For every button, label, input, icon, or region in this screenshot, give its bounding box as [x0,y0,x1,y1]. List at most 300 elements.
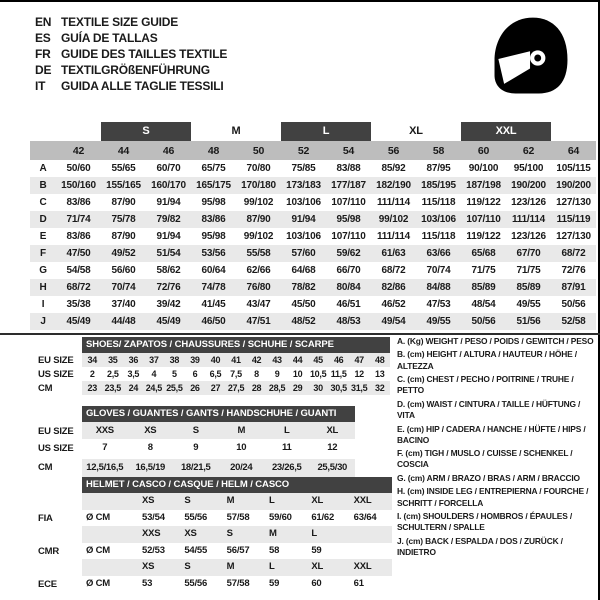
helmet-size-cell: S [184,561,191,572]
empty-cell [82,493,138,510]
measurement-cell: 85/89 [516,282,541,293]
measurement-cell: 35/38 [66,299,91,310]
measurement-row-j [30,313,596,330]
lang-code: DE [35,63,52,77]
measurement-cell: 190/200 [511,180,546,191]
size-group-l: L [281,122,371,141]
measurement-cell: 95/98 [201,231,226,242]
measurement-cell: 47/50 [66,248,91,259]
measurement-cell: 51/54 [156,248,181,259]
measurement-cell: 72/76 [561,265,586,276]
size-number-cell: 52 [297,144,310,157]
measurement-cell: 47/53 [426,299,451,310]
gloves-cell: 20/24 [230,462,253,473]
shoes-cell: 28 [251,383,262,393]
measurement-cell: 105/115 [556,163,591,174]
lang-row-es [35,30,227,46]
helmet-size-cell: XL [311,495,324,506]
row-letter: F [40,248,46,259]
shoes-cell: 4 [151,369,157,379]
shoes-cell: 3,5 [127,369,140,379]
measurement-cell: 70/74 [111,282,136,293]
measurement-cell: 78/82 [291,282,316,293]
measurement-cell: 99/102 [243,197,274,208]
measurement-cell: 49/55 [516,299,541,310]
shoes-eu-size-label: EU SIZE [38,355,74,366]
shoes-cell: 45 [313,355,323,365]
measurement-cell: 127/130 [556,197,591,208]
measurement-cell: 48/54 [471,299,496,310]
lang-label: TEXTILE SIZE GUIDE [61,15,179,29]
row-letter: B [39,180,47,191]
helmet-value-cell: 59 [268,577,280,589]
measurement-cell: 187/198 [466,180,501,191]
measurement-cell: 45/49 [66,316,91,327]
row-letter: J [40,316,46,327]
helmet-value-cell: 63/64 [353,511,377,523]
lang-code: EN [35,15,52,29]
measurement-cell: 70/80 [246,163,271,174]
empty-cell [82,526,138,543]
lang-row-de [35,62,227,78]
shoes-cell: 43 [272,355,282,365]
measurement-cell: 119/122 [466,231,501,242]
shoes-table [82,353,390,395]
measurement-cell: 62/66 [246,265,271,276]
measurement-cell: 68/72 [66,282,91,293]
measurement-cell: 115/118 [421,231,456,242]
measurement-cell: 85/89 [471,282,496,293]
measurement-cell: 47/51 [246,316,271,327]
measurement-cell: 87/90 [246,214,271,225]
size-number-cell: 62 [522,144,535,157]
measurement-cell: 49/55 [426,316,451,327]
helmet-size-cell: XL [311,561,324,572]
helmet-size-row-cmr [82,526,392,543]
lang-code: IT [35,79,46,93]
helmet-value-cell: 56/57 [226,544,250,556]
shoes-cell: 6 [192,369,198,379]
shoes-section-title: SHOES/ ZAPATOS / CHAUSSURES / SCHUHE / SCARPE [82,337,390,353]
row-letter: E [39,231,47,242]
measurement-cell: 79/82 [156,214,181,225]
measurement-cell: 84/88 [426,282,451,293]
measurement-cell: 95/98 [201,197,226,208]
size-group-s: S [101,122,191,141]
measurement-cell: 57/60 [291,248,316,259]
measurement-cell: 52/58 [561,316,586,327]
helmet-value-cell: 52/53 [142,544,165,556]
measurement-cell: 177/187 [331,180,366,191]
size-number-cell: 44 [117,144,130,157]
helmet-size-row-ece [82,559,392,576]
lang-row-en [35,14,227,30]
measurement-cell: 44/48 [111,316,136,327]
helmet-value-cell: 61 [353,577,364,589]
shoes-cell: 41 [231,355,241,365]
measurement-cell: 65/68 [471,248,496,259]
measurement-cell: 68/72 [381,265,406,276]
measurement-cell: 123/126 [511,197,546,208]
section-divider [0,333,600,335]
lang-code: ES [35,31,51,45]
helmet-size-cell: M [268,528,277,539]
measurement-cell: 91/94 [156,231,181,242]
gloves-cell: 10 [236,442,247,453]
helmet-table [82,493,392,592]
shoes-cell: 47 [354,355,364,365]
measurement-cell: 55/58 [246,248,271,259]
shoes-cell: 36 [128,355,139,365]
helmet-value-cell: 55/56 [184,511,208,523]
measurement-cell: 111/114 [376,231,411,242]
helmet-size-cell: L [268,561,275,572]
shoes-cell: 6,5 [209,369,222,379]
gloves-cell: 9 [193,442,199,453]
measurement-cell: 160/170 [151,180,186,191]
measurement-row-h [30,279,596,296]
lang-code: FR [35,47,51,61]
measurement-cell: 87/90 [111,197,136,208]
helmet-value-cell: 57/58 [226,511,250,523]
gloves-cell: 11 [282,442,292,453]
helmet-size-cell: S [184,495,191,506]
helmet-size-cell: L [268,495,275,506]
legend-item: F. (cm) TIGH / MUSLO / CUISSE / SCHENKEL / COSCIA [397,448,573,470]
measurement-cell: 85/92 [381,163,406,174]
measurement-cell: 43/47 [246,299,271,310]
measurement-cell: 107/110 [331,231,366,242]
measurement-cell: 75/78 [111,214,136,225]
shoes-row-eu [82,353,390,367]
measurement-cell: 71/74 [66,214,91,225]
size-number-cell: 42 [72,144,85,157]
gloves-cell: 18/21,5 [180,462,211,473]
shoes-cell: 23 [87,383,97,393]
measurement-cell: 182/190 [376,180,411,191]
measurement-cell: 71/75 [516,265,541,276]
racing-helmet-icon [483,10,579,106]
measurement-cell: 95/98 [336,214,361,225]
size-number-cell: 48 [207,144,220,157]
helmet-size-cell: XXL [353,495,372,506]
measurement-cell: 49/54 [381,316,406,327]
measurement-cell: 46/50 [201,316,226,327]
size-number-cell: 64 [567,144,580,157]
gloves-us-size-label: US SIZE [38,443,74,454]
measurement-cell: 155/165 [106,180,141,191]
shoes-cell: 48 [375,355,385,365]
measurement-cell: 53/56 [201,248,226,259]
measurement-cell: 87/90 [111,231,136,242]
measurement-cell: 54/58 [66,265,91,276]
gloves-cell: 12,5/16,5 [86,462,124,473]
gloves-cell: 16,5/19 [135,462,166,473]
gloves-cell: XS [144,425,157,436]
measurement-row-b [30,177,596,194]
legend-item: G. (cm) ARM / BRAZO / BRAS / ARM / BRACCIO [397,472,580,483]
shoes-cell: 24,5 [145,383,163,393]
measurement-cell: 103/106 [421,214,456,225]
shoes-cell: 42 [251,355,262,365]
legend-item: C. (cm) CHEST / PECHO / POITRINE / TRUHE / PETTO [397,374,574,396]
helmet-value-row-fia [82,510,392,527]
shoes-cell: 9 [274,369,280,379]
shoes-cell: 30 [313,383,323,393]
shoes-cell: 34 [87,355,97,365]
helmet-size-cell: XS [142,495,155,506]
measurement-cell: 115/119 [556,214,591,225]
shoes-us-size-label: US SIZE [38,369,74,380]
shoes-cell: 12 [354,369,364,379]
measurement-cell: 64/68 [291,265,316,276]
gloves-cell: XL [326,425,339,436]
shoes-cell: 13 [375,369,385,379]
helmet-fia-label: FIA [38,513,53,524]
legend-item: E. (cm) HIP / CADERA / HANCHE / HÜFTE / HIPS / BACINO [397,423,586,445]
measurement-cell: 83/86 [201,214,226,225]
shoes-cell: 46 [333,355,344,365]
lang-row-fr [35,46,227,62]
measurement-cell: 50/56 [471,316,496,327]
gloves-cell: 12 [327,442,338,453]
measurement-cell: 51/56 [516,316,541,327]
helmet-value-cell: 60 [311,577,322,589]
size-number-cell: 58 [432,144,445,157]
measurement-cell: 45/50 [291,299,316,310]
helmet-size-cell: M [226,495,235,506]
helmet-section-title: HELMET / CASCO / CASQUE / HELM / CASCO [82,477,392,493]
shoes-row-cm [82,381,390,395]
size-group-m: M [231,125,241,137]
size-number-cell: 56 [387,144,400,157]
helmet-value-cell: 54/55 [184,544,208,556]
measurement-cell: 75/85 [291,163,316,174]
gloves-row-cm [82,459,355,477]
shoes-cell: 40 [210,355,221,365]
gloves-section-title: GLOVES / GUANTES / GANTS / HANDSCHUHE / GUANTI [82,406,355,422]
shoes-cell: 37 [149,355,159,365]
measurement-cell: 45/49 [156,316,181,327]
measurement-cell: 61/63 [381,248,406,259]
gloves-cell: 8 [147,442,153,453]
measurement-cell: 83/86 [66,231,91,242]
helmet-size-cell: XS [142,561,155,572]
size-number-cell: 54 [342,144,355,157]
empty-cell [82,559,138,576]
diameter-unit-label: Ø CM [86,577,111,589]
measurement-row-f [30,245,596,262]
helmet-size-cell: XXL [353,561,372,572]
diameter-unit-label: Ø CM [86,544,111,556]
shoes-cell: 10,5 [309,369,327,379]
measurement-cell: 65/75 [201,163,226,174]
shoes-cell: 24 [128,383,139,393]
diameter-unit-label: Ø CM [86,511,111,523]
shoes-cell: 29 [292,383,303,393]
gloves-cell: 23/26,5 [271,462,302,473]
shoes-cell: 32 [375,383,385,393]
measurement-cell: 67/70 [516,248,541,259]
row-letter: C [39,197,47,208]
measurement-cell: 60/70 [156,163,181,174]
size-group-xxl: XXL [461,122,551,141]
gloves-cell: M [237,425,246,436]
helmet-size-cell: XXS [142,528,161,539]
measurement-row-e [30,228,596,245]
shoes-cell: 38 [169,355,180,365]
legend-item: A. (Kg) WEIGHT / PESO / POIDS / GEWITCH / PESO [397,336,594,346]
shoes-cell: 27 [210,383,221,393]
size-group-xl: XL [409,125,423,137]
measurement-cell: 49/52 [111,248,136,259]
helmet-value-cell: 53/54 [142,511,165,523]
shoes-cell: 8 [254,369,259,379]
shoes-cell: 28,5 [268,383,286,393]
measurement-cell: 111/114 [511,214,546,225]
shoes-cell: 2 [89,369,95,379]
measurement-cell: 68/72 [561,248,586,259]
gloves-row-us [82,439,355,456]
shoes-cell: 27,5 [227,383,245,393]
shoes-cell: 5 [172,369,177,379]
measurement-cell: 66/70 [336,265,361,276]
measurement-cell: 90/100 [468,163,499,174]
measurement-row-i [30,296,596,313]
helmet-value-cell: 59/60 [268,511,292,523]
helmet-value-cell: 59 [311,544,322,556]
measurement-cell: 41/45 [201,299,226,310]
measurement-cell: 76/80 [246,282,271,293]
gloves-cell: L [283,425,290,436]
measurement-cell: 91/94 [291,214,316,225]
size-group-row [30,122,596,141]
gloves-cm-label: CM [38,462,53,473]
shoes-cell: 35 [108,355,118,365]
measurement-cell: 63/66 [426,248,451,259]
measurement-cell: 99/102 [243,231,274,242]
measurement-cell: 111/114 [376,197,411,208]
size-number-cell: 46 [162,144,175,157]
textile-size-table [30,122,596,330]
helmet-value-cell: 61/62 [311,511,335,523]
language-header [35,14,227,94]
row-letter: H [39,282,47,293]
measurement-cell: 87/91 [561,282,586,293]
measurement-cell: 60/64 [201,265,226,276]
size-number-cell: 60 [477,144,490,157]
helmet-size-row-fia [82,493,392,510]
measurement-cell: 39/42 [156,299,181,310]
shoes-cell: 39 [190,355,200,365]
helmet-ece-label: ECE [38,579,57,590]
legend-item: J. (cm) BACK / ESPALDA / DOS / ZURÜCK / INDIETRO [397,535,563,557]
shoes-cell: 2,5 [106,369,119,379]
helmet-value-cell: 57/58 [226,577,250,589]
row-letter: A [39,163,47,174]
shoes-row-us [82,367,390,381]
measurement-cell: 37/40 [111,299,136,310]
shoes-cell: 26 [190,383,200,393]
measurement-cell: 55/65 [111,163,136,174]
measurement-cell: 59/62 [336,248,361,259]
gloves-cell: XXS [95,425,114,436]
shoes-cell: 30,5 [330,383,347,393]
shoes-cell: 25,5 [166,383,183,393]
measurement-cell: 50/56 [561,299,586,310]
shoes-cm-label: CM [38,383,53,394]
size-number-cell: 50 [252,144,265,157]
shoes-cell: 23,5 [104,383,121,393]
measurement-cell: 107/110 [331,197,366,208]
measurement-cell: 165/175 [196,180,231,191]
helmet-size-cell: S [226,528,233,539]
gloves-cell: S [192,425,199,436]
measurement-cell: 87/95 [426,163,451,174]
shoes-cell: 7,5 [230,369,242,379]
measurement-cell: 70/74 [426,265,451,276]
measurement-cell: 150/160 [61,180,96,191]
measurement-cell: 99/102 [378,214,409,225]
gloves-row-eu [82,422,355,439]
lang-label: TEXTILGRÖßENFÜHRUNG [61,63,210,77]
lang-label: GUIDE DES TAILLES TEXTILE [61,47,228,61]
shoes-cell: 31,5 [351,383,368,393]
measurement-cell: 127/130 [556,231,591,242]
shoes-cell: 10 [292,369,303,379]
row-letter: I [41,299,45,310]
measurement-row-a [30,160,596,177]
legend-item: I. (cm) SHOULDERS / HOMBROS / ÉPAULES / SCHULTERN / SPALLE [397,511,573,533]
helmet-size-cell: L [311,528,317,539]
legend-item: D. (cm) WAIST / CINTURA / TAILLE / HÜFTUNG / VITA [397,398,581,421]
helmet-value-row-cmr [82,543,392,560]
row-letter: D [39,214,47,225]
lang-label: GUÍA DE TALLAS [61,31,158,45]
helmet-value-cell: 55/56 [184,577,208,589]
measurement-cell: 119/122 [466,197,501,208]
size-table-body [30,160,596,330]
legend-item: H. (cm) INSIDE LEG / ENTREPIERNA / FOURCHE / SCHRITT / FORCELLA [397,486,589,508]
measurement-cell: 58/62 [156,265,181,276]
shoes-cell: 11,5 [330,369,347,379]
gloves-table [82,422,355,477]
measurement-cell: 103/106 [286,197,321,208]
measurement-cell: 95/100 [513,163,544,174]
measurement-cell: 173/183 [286,180,321,191]
measurement-legend [397,336,595,560]
helmet-size-cell: M [226,561,235,572]
measurement-row-d [30,211,596,228]
shoes-cell: 44 [292,355,303,365]
measurement-cell: 185/195 [421,180,456,191]
measurement-cell: 48/53 [336,316,361,327]
row-letter: G [39,265,47,276]
legend-item: B. (cm) HEIGHT / ALTURA / HAUTEUR / HÖHE / ALTEZZA [397,349,577,371]
measurement-cell: 103/106 [286,231,321,242]
lang-label: GUIDA ALLE TAGLIE TESSILI [61,79,224,93]
size-number-row [30,141,596,160]
measurement-cell: 71/75 [471,265,496,276]
measurement-cell: 107/110 [466,214,501,225]
measurement-cell: 80/84 [336,282,361,293]
measurement-cell: 83/86 [66,197,91,208]
measurement-cell: 50/60 [66,163,91,174]
helmet-value-row-ece [82,576,392,593]
measurement-cell: 123/126 [511,231,546,242]
gloves-cell: 25,5/30 [317,462,348,473]
measurement-row-g [30,262,596,279]
